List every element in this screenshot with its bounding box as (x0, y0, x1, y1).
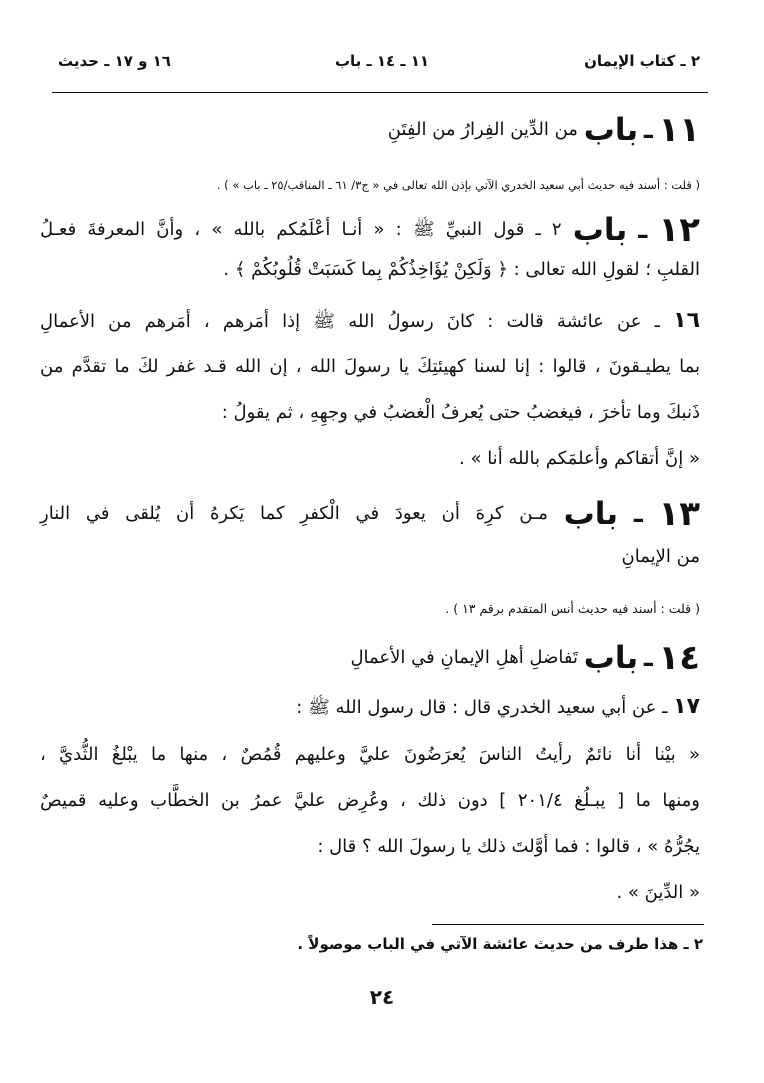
chapter-word: باب (572, 212, 628, 248)
footnote: ٢ ـ هذا طرف من حديث عائشة الآتي في الباب موصولاً . (297, 935, 703, 953)
chapter-word: باب (563, 496, 619, 532)
chapter-number: ١١ (658, 110, 700, 150)
chapter-number: ١٢ (658, 210, 700, 250)
hadith-17-line-4: يجُرُّهُ » ، قالوا : فما أوَّلتَ ذلك يا رسولَ الله ؟ قال : (317, 836, 700, 857)
page-number: ٢٤ (369, 985, 395, 1009)
chapter-title: تَفاضلِ أهلِ الإيمانِ في الأعمالِ (350, 647, 578, 668)
header-hadith-range: ١٦ و ١٧ ـ حديث (58, 52, 171, 70)
hadith-16-line-2: بما يطيـقونَ ، قالوا : إنا لسنا كهيئتِكَ يا رسولَ الله ، إن الله قـد غفر لكَ ما تقدَّم من (40, 356, 700, 377)
hadith-16-line-4: « إنَّ أتقاكم وأعلمَكم بالله أنا » . (459, 448, 700, 469)
chapter-14-heading: ١٤ ـ باب تَفاضلِ أهلِ الإيمانِ في الأعمالِ (350, 638, 700, 678)
chapter-title: مـن كرِهَ أن يعودَ في الْكفرِ كما يَكرهُ أن يُلقى في النارِ (40, 503, 548, 524)
header-divider (52, 92, 708, 93)
chapter-12-title-cont: القلبِ ؛ لقولِ الله تعالى : ﴿ وَلَكِنْ يُؤَاخِذُكُمْ بِما كَسَبَتْ قُلُوبُكُمْ ﴾ . (223, 259, 700, 280)
chapter-13-note: ( قلت : أسند فيه حديث أنس المتقدم برقم ١٣ ) . (445, 601, 700, 616)
chapter-11-note: ( قلت : أسند فيه حديث أبي سعيد الخدري الآتي بإذن الله تعالى في « ج٣/ ٦١ ـ المناقب/٢٥ ـ باب » ) . (216, 178, 700, 192)
hadith-17-line-5: « الدِّينَ » . (616, 882, 700, 903)
hadith-17-line-1: ١٧ ـ عن أبي سعيد الخدري قال : قال رسول الله ﷺ : (296, 694, 700, 719)
chapter-number: ١٤ (658, 638, 700, 678)
chapter-word: باب (583, 112, 639, 148)
chapter-word: باب (583, 640, 639, 676)
chapter-number: ١٣ (658, 494, 700, 534)
chapter-13-title-cont: من الإيمانِ (621, 546, 700, 567)
hadith-number: ١٧ (673, 694, 700, 719)
hadith-16-line-3: ذَنبكَ وما تأخرَ ، فيغضبُ حتى يُعرفُ الْغضبُ في وجهِهِ ، ثم يقولُ : (221, 402, 700, 423)
header-book-title: ٢ ـ كتاب الإيمان (584, 52, 700, 70)
chapter-13-heading: ١٣ ـ باب مـن كرِهَ أن يعودَ في الْكفرِ كما يَكرهُ أن يُلقى في النارِ (40, 494, 700, 534)
hadith-17-line-2: « بيْنا أنا نائمٌ رأيتُ الناسَ يُعرَضُونَ عليَّ وعليهم قُمُصٌ ، منها ما يبْلغُ الثُّديَّ ، (40, 744, 700, 765)
chapter-12-heading: ١٢ ـ باب ٢ ـ قول النبيِّ ﷺ : « أنـا أعْلَمُكم بالله » ، وأنَّ المعرفةَ فعـلُ (40, 210, 700, 250)
chapter-title: ٢ ـ قول النبيِّ ﷺ : « أنـا أعْلَمُكم بالله » ، وأنَّ المعرفةَ فعـلُ (40, 219, 562, 240)
chapter-11-heading: ١١ ـ باب من الدِّين الفِرارُ من الفِتَنِ (387, 110, 700, 150)
hadith-16-line-1: ١٦ ـ عن عائشة قالت : كانَ رسولُ الله ﷺ إذا أمَرهم ، أمَرهم من الأعمالِ (40, 308, 700, 333)
footnote-divider (432, 924, 704, 925)
hadith-17-line-3: ومنها ما [ يبـلُغ ٢٠١/٤ ] دون ذلك ، وعُرِض عليَّ عمرُ بن الخطَّاب وعليه قميصٌ (40, 790, 700, 811)
chapter-title: من الدِّين الفِرارُ من الفِتَنِ (387, 119, 578, 140)
hadith-number: ١٦ (673, 308, 700, 333)
header-chapter-range: ١١ ـ ١٤ ـ باب (334, 52, 430, 70)
